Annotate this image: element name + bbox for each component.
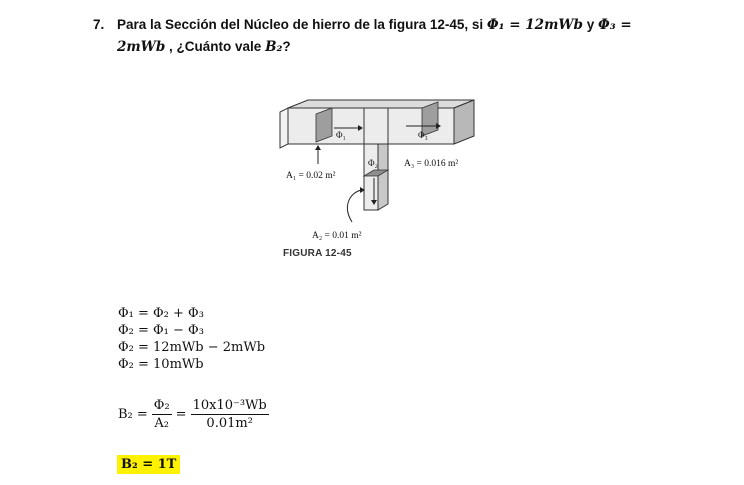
phi2-label: Φ₂ [368,158,378,168]
equation-line-3: Φ₂ = 12mWb − 2mWb [118,340,266,355]
fraction-numeric-denominator: 0.01m² [206,416,253,431]
question-text-a: Para la Sección del Núcleo de hierro de la figura 12-45, si [117,17,487,32]
question-text [117,14,693,58]
section-a1 [316,108,332,142]
figure-caption: FIGURA 12-45 [283,248,352,259]
core-left-end [280,108,288,148]
a2-label: A₂ = 0.01 m² [312,231,362,241]
iron-core-figure [276,98,496,266]
equation-line-4: Φ₂ = 10mWb [118,357,204,372]
equation-line-2: Φ₂ = Φ₁ − Φ₃ [118,323,204,338]
equations-block [118,305,265,373]
core-right-end [454,100,474,144]
fraction-symbolic-denominator: A₂ [154,416,170,431]
question-block [93,14,693,58]
fraction-symbolic [152,397,172,432]
phi3-given-value: 2mWb [117,39,166,55]
b2-symbol: B₂ [265,39,283,55]
question-text-b: y [582,17,598,32]
fraction-numeric-numerator: 10x10⁻³Wb [192,398,267,413]
fraction-symbolic-numerator: Φ₂ [153,398,170,413]
iron-core-drawing [276,98,496,266]
phi1-label: Φ₁ [336,130,346,140]
b2-formula [118,397,273,432]
a2-pointer [347,190,362,222]
equation-line-1: Φ₁ = Φ₂ + Φ₃ [118,306,204,321]
core-stem-side [378,144,388,210]
formula-lhs: B₂ = [118,407,148,422]
formula-equals: = [175,407,187,422]
question-text-d: ? [282,39,291,54]
a3-label: A₃ = 0.016 m² [404,159,459,169]
question-text-c: , ¿Cuánto vale [165,39,266,54]
a1-pointer-head [315,145,321,150]
phi1-given: Φ₁ = 12mWb [486,17,583,33]
question-number: 7. [93,17,105,32]
phi3-given: Φ₃ = [597,17,632,33]
answer-highlight: B₂ = 1T [117,455,180,474]
phi3-label: Φ₃ [418,130,428,140]
fraction-numeric [191,397,269,432]
core-top-face [288,100,474,108]
core-junction [364,108,388,144]
a1-label: A₁ = 0.02 m² [286,171,336,181]
